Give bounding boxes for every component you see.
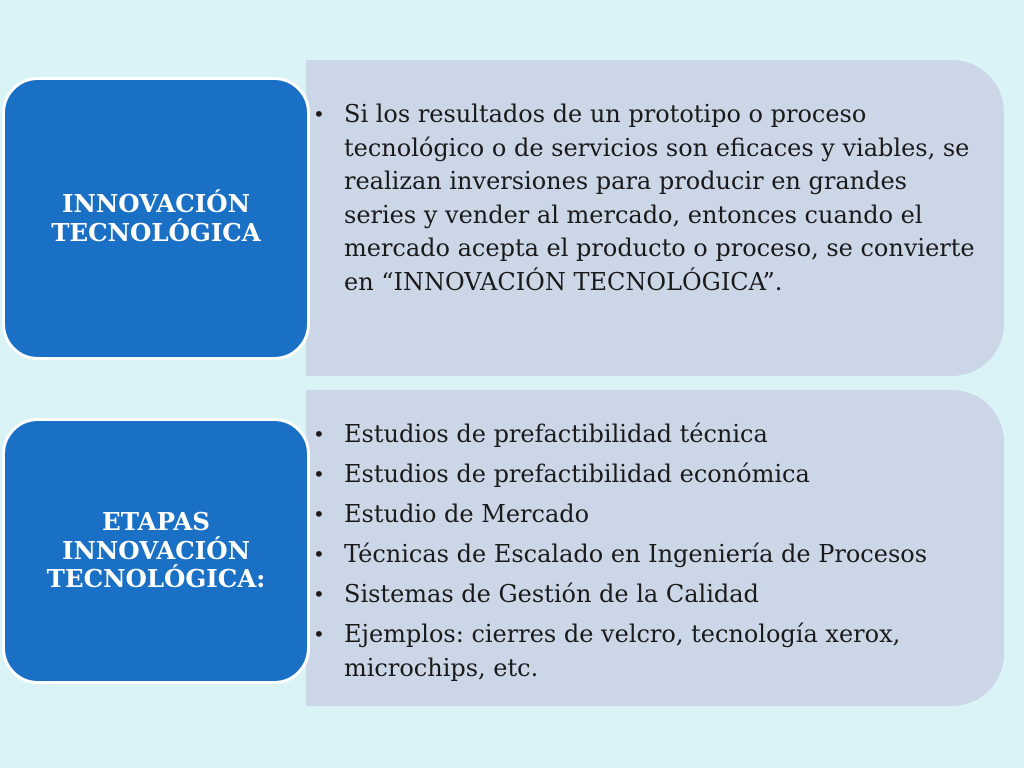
stages-bullet-list [306,414,980,685]
bullet-icon: • [313,502,325,526]
bullet-text: Estudios de prefactibilidad económica [344,460,810,488]
bullet-text: Estudios de prefactibilidad técnica [344,420,768,448]
list-item [306,414,980,454]
list-item [306,454,980,494]
bullet-text: Estudio de Mercado [344,500,590,528]
stages-heading: ETAPAS INNOVACIÓN TECNOLÓGICA: [46,506,266,594]
innovation-description-panel [306,60,1004,376]
list-item [306,98,980,300]
bullet-icon: • [313,622,325,646]
list-item [306,494,980,534]
list-item [306,534,980,574]
bullet-icon: • [313,102,325,126]
stages-list-panel [306,390,1004,706]
bullet-text: Sistemas de Gestión de la Calidad [344,580,759,608]
innovation-bullet-list [306,98,980,300]
list-item [306,614,980,685]
bullet-icon: • [313,542,325,566]
list-item [306,574,980,614]
bullet-icon: • [313,462,325,486]
bullet-icon: • [313,582,325,606]
stages-heading-box [2,418,310,684]
innovation-heading: INNOVACIÓN TECNOLÓGICA [51,188,261,247]
innovation-heading-box [2,77,310,360]
bullet-icon: • [313,422,325,446]
bullet-text: Ejemplos: cierres de velcro, tecnología xerox, microchips, etc. [344,620,901,682]
bullet-text: Si los resultados de un prototipo o proceso tecnológico o de servicios son eficaces y viables, se realizan inversiones para producir en grandes series y vender al mercado, entonces cuando el mercado acepta el producto o proceso, se convierte en “INNOVACIÓN TECNOLÓGICA”. [344,100,975,296]
bullet-text: Técnicas de Escalado en Ingeniería de Procesos [344,540,928,568]
